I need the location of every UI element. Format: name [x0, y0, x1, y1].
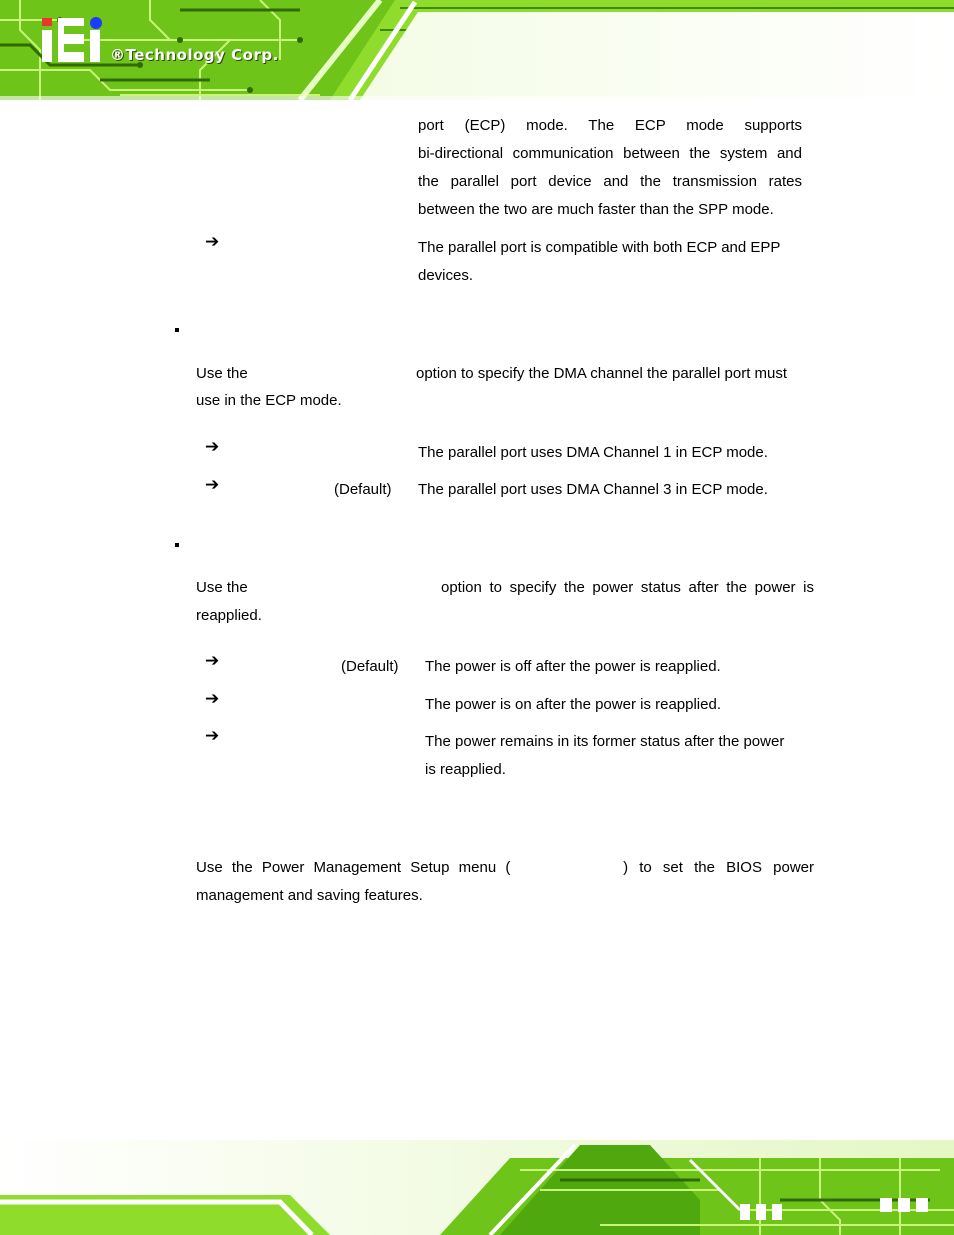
arrow-right-icon: ➔ [205, 726, 220, 745]
option-description: The parallel port uses DMA Channel 1 in ECP mode. [418, 444, 768, 461]
power-mgmt-text-a: Use the Power Management Setup menu ( [196, 859, 511, 876]
square-bullet-icon [175, 328, 179, 332]
option-description: The power is on after the power is reapplied. [425, 696, 721, 713]
arrow-right-icon: ➔ [205, 689, 220, 708]
arrow-right-icon: ➔ [205, 437, 220, 456]
option-description: The power remains in its former status after the power [425, 733, 785, 750]
ecp-description-line: port (ECP) mode. The ECP mode supports [418, 117, 802, 134]
logo-text: ®Technology Corp. [110, 46, 279, 64]
page-footer [0, 1140, 954, 1235]
arrow-right-icon: ➔ [205, 651, 220, 670]
ecp-description-line: bi-directional communication between the system and [418, 145, 802, 162]
power-intro-use-the: Use the [196, 579, 248, 596]
default-label: (Default) [341, 658, 399, 675]
iei-logo-icon [42, 17, 102, 62]
circuit-board-footer [0, 1140, 954, 1235]
power-mgmt-text: management and saving features. [196, 887, 423, 904]
option-description: The power is off after the power is reapplied. [425, 658, 721, 675]
dma-intro-text: use in the ECP mode. [196, 392, 342, 409]
power-mgmt-text-b: ) to set the BIOS power [623, 859, 814, 876]
arrow-right-icon: ➔ [205, 232, 220, 251]
default-label: (Default) [334, 481, 392, 498]
ecp-description-line: between the two are much faster than the SPP mode. [418, 201, 774, 218]
option-description: is reapplied. [425, 761, 506, 778]
page-header [0, 0, 954, 100]
option-description: The parallel port uses DMA Channel 3 in ECP mode. [418, 481, 768, 498]
ecp-description-line: the parallel port device and the transmission rates [418, 173, 802, 190]
dma-intro-text: option to specify the DMA channel the parallel port must [416, 365, 788, 382]
power-intro-text: reapplied. [196, 607, 262, 624]
option-description: devices. [418, 267, 474, 284]
dma-intro-use-the: Use the [196, 365, 248, 382]
square-bullet-icon [175, 543, 179, 547]
option-description: The parallel port is compatible with both ECP and EPP [418, 239, 781, 256]
power-intro-text: option to specify the power status after the power is [441, 579, 814, 596]
arrow-right-icon: ➔ [205, 475, 220, 494]
power-mgmt-text [196, 854, 814, 882]
